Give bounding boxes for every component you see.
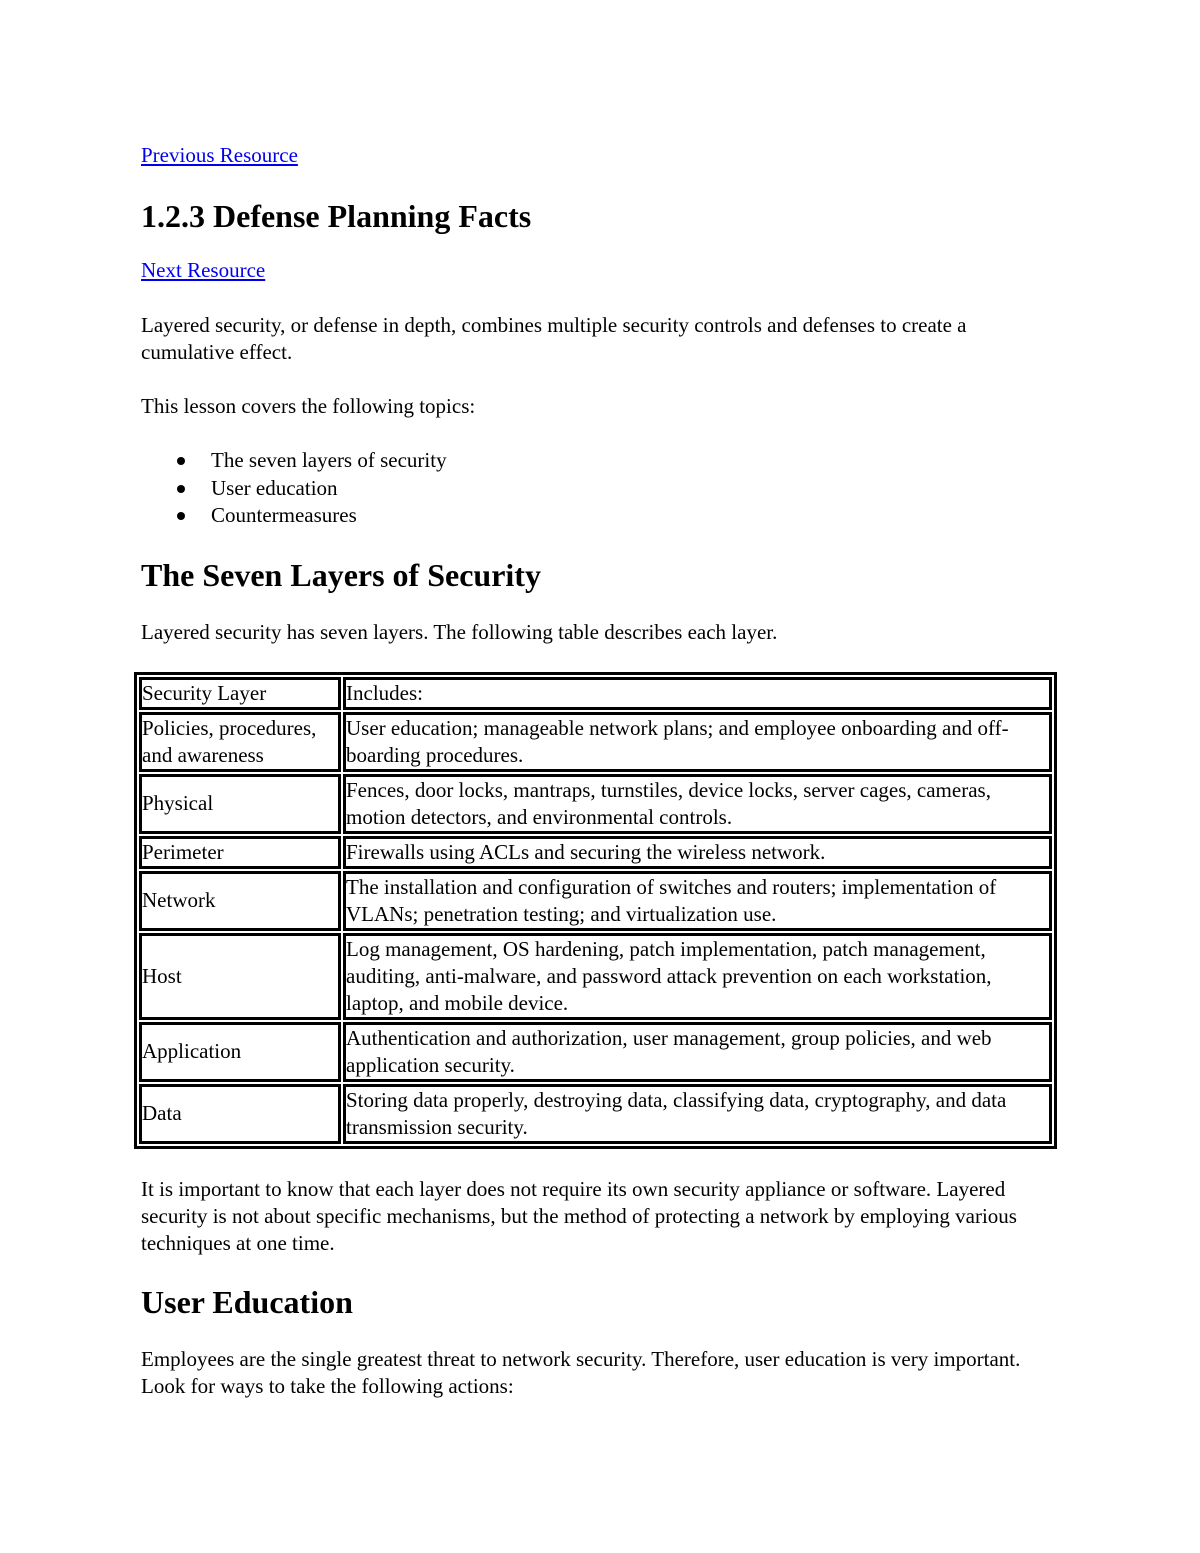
table-header-cell: Security Layer [139, 677, 341, 710]
table-row [139, 712, 1052, 772]
table-cell-layer: Application [139, 1022, 341, 1082]
layers-note-paragraph: It is important to know that each layer does not require its own security appliance or software. Layered security is not about specific mechanisms, but the method of protecting a network by employing various techniques at one time. [141, 1176, 1017, 1255]
list-item: User education [211, 475, 1061, 503]
document-page [141, 142, 1061, 1400]
table-cell-layer: Data [139, 1084, 341, 1144]
table-cell-includes: Log management, OS hardening, patch implementation, patch management, auditing, anti-malware, and password attack prevention on each workstation, laptop, and mobile device. [343, 933, 1052, 1020]
table-cell-includes: Firewalls using ACLs and securing the wireless network. [343, 836, 1052, 869]
seven-layers-intro: Layered security has seven layers. The following table describes each layer. [141, 619, 778, 644]
table-cell-layer: Perimeter [139, 836, 341, 869]
table-cell-layer: Network [139, 871, 341, 931]
next-link-container [141, 257, 1061, 284]
table-header-cell: Includes: [343, 677, 1052, 710]
table-row [139, 871, 1052, 931]
page-title: 1.2.3 Defense Planning Facts [141, 198, 532, 234]
table-row [139, 1022, 1052, 1082]
topics-list [141, 447, 1061, 530]
list-item: Countermeasures [211, 502, 1061, 530]
intro-paragraph: Layered security, or defense in depth, combines multiple security controls and defenses to create a cumulative effect. [141, 313, 967, 364]
table-cell-includes: The installation and configuration of switches and routers; implementation of VLANs; penetration testing; and virtualization use. [343, 871, 1052, 931]
table-row [139, 774, 1052, 834]
table-cell-layer: Host [139, 933, 341, 1020]
table-row [139, 933, 1052, 1020]
table-cell-includes: Storing data properly, destroying data, classifying data, cryptography, and data transmission security. [343, 1084, 1052, 1144]
seven-layers-heading: The Seven Layers of Security [141, 556, 541, 593]
user-education-paragraph: Employees are the single greatest threat to network security. Therefore, user education is very important. Look for ways to take the following actions: [141, 1346, 1021, 1398]
table-cell-layer: Policies, procedures, and awareness [139, 712, 341, 772]
table-cell-includes: User education; manageable network plans; and employee onboarding and off-boarding procedures. [343, 712, 1052, 772]
lesson-topics-intro: This lesson covers the following topics: [141, 394, 476, 418]
table-header-row [139, 677, 1052, 710]
table-row [139, 836, 1052, 869]
security-layers-table [134, 672, 1057, 1149]
table-cell-includes: Fences, door locks, mantraps, turnstiles, device locks, server cages, cameras, motion detectors, and environmental controls. [343, 774, 1052, 834]
previous-resource-link[interactable]: Previous Resource [141, 143, 298, 167]
table-cell-includes: Authentication and authorization, user management, group policies, and web application security. [343, 1022, 1052, 1082]
user-education-heading: User Education [141, 1283, 353, 1320]
table-cell-layer: Physical [139, 774, 341, 834]
table-row [139, 1084, 1052, 1144]
list-item: The seven layers of security [211, 447, 1061, 475]
next-resource-link[interactable]: Next Resource [141, 258, 266, 282]
